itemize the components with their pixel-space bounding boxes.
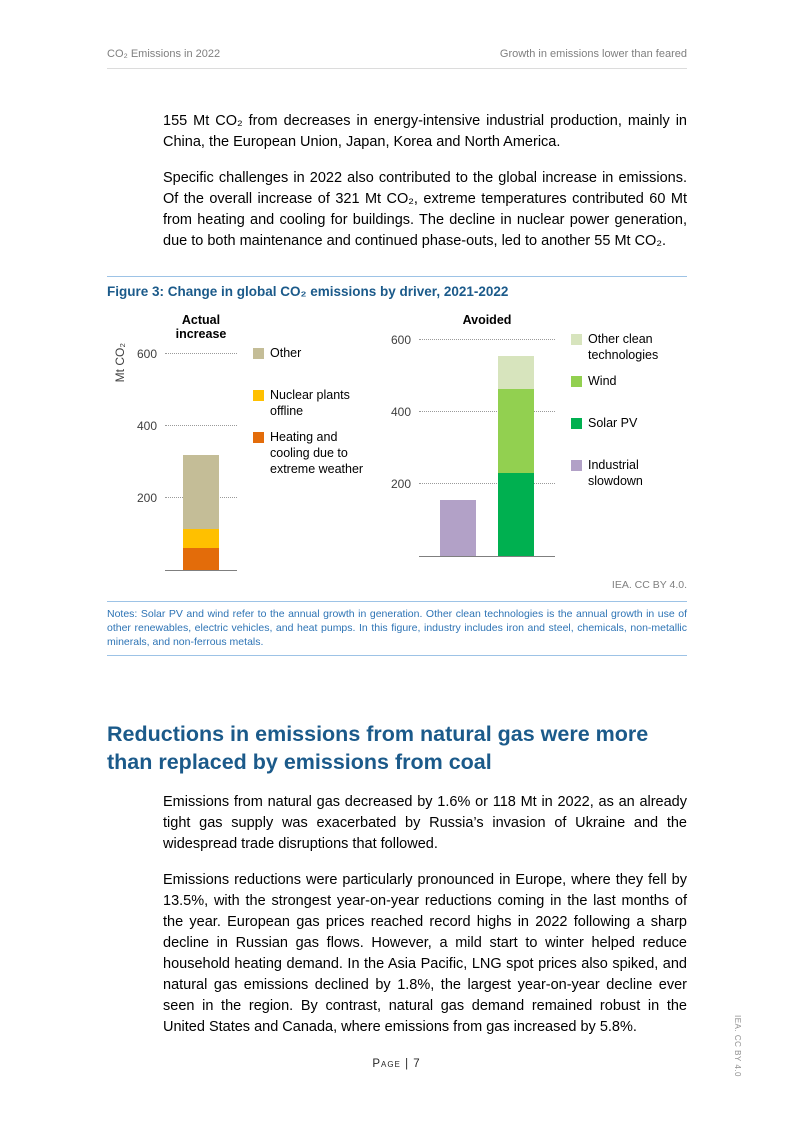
y-axis-ticks	[131, 347, 165, 570]
plot-area	[419, 333, 555, 557]
bar-segment-nuclear-plants-offline	[183, 529, 219, 549]
legend-item-heating-and-cooling-due-to-extreme-weather	[253, 429, 373, 477]
legend-item-solar-pv	[571, 415, 675, 457]
body-paragraph: Specific challenges in 2022 also contributed to the global increase in emissions. Of the overall increase of 321 Mt CO₂, extreme temperatures contributed 60 Mt from heating and cooling for buildings. The decline in nuclear power generation, due to both maintenance and continued phase-outs, led to another 55 Mt CO₂.	[163, 170, 687, 249]
page-header	[107, 48, 687, 60]
legend-swatch	[571, 376, 582, 387]
figure-notes-block	[107, 601, 687, 656]
bar-segment-other	[183, 455, 219, 529]
intro-text-block	[163, 111, 687, 252]
legend-label: Nuclear plants offline	[270, 388, 350, 418]
y-tick-label: 600	[136, 347, 157, 362]
legend-label: Industrial slowdown	[588, 458, 643, 488]
plot-area	[165, 347, 237, 571]
header-left-title: CO₂ Emissions in 2022	[107, 48, 221, 60]
legend-item-industrial-slowdown	[571, 457, 675, 499]
y-axis-ticks	[385, 333, 419, 556]
body-paragraph: Emissions reductions were particularly pronounced in Europe, where they fell by 13.5%, with the strongest year-on-year reductions coming in the last months of the year. European gas prices reached record highs in 2022 following a sharp decline in Russian gas flows. However, a mild start to winter helped reduce household heating demand. In the Asia Pacific, LNG spot prices also spiked, and natural gas emissions declined by 1.8%, the largest year-on-year decline ever seen in the region. By contrast, natural gas demand remained robust in the United States and Canada, where emissions from gas increased by 5.8%.	[163, 872, 687, 1035]
section-text-block	[163, 792, 687, 1038]
bars-group	[419, 333, 555, 556]
legend-swatch	[253, 432, 264, 443]
legend-swatch	[253, 390, 264, 401]
figure-notes: Notes: Solar PV and wind refer to the annual growth in generation. Other clean technologies is the annual growth in use of other renewables, electric vehicles, and heat pumps. In this figure, industry includes iron and steel, chemicals, non-metallic minerals, and non-ferrous metals.	[107, 608, 687, 648]
stacked-bar	[498, 356, 534, 556]
legend-swatch	[253, 348, 264, 359]
legend-label: Heating and cooling due to extreme weather	[270, 430, 364, 476]
bar-segment-other-clean-technologies	[498, 356, 534, 388]
stacked-bar	[440, 500, 476, 556]
bar-segment-solar-pv	[498, 473, 534, 556]
figure3	[107, 276, 687, 656]
figure-credit: IEA. CC BY 4.0.	[611, 579, 687, 591]
y-tick-label: 200	[136, 491, 157, 506]
bars-group	[165, 347, 237, 570]
page-footer	[0, 1058, 793, 1070]
legend-item-nuclear-plants-offline	[253, 387, 373, 429]
chart-panel-actual-increase	[131, 313, 373, 571]
figure3-chart	[113, 313, 687, 571]
legend-swatch	[571, 334, 582, 345]
chart-legend	[571, 331, 675, 499]
chart-panel-title: Actual increase	[175, 313, 227, 341]
bar-segment-industrial-slowdown	[440, 500, 476, 556]
license-side-label: IEA. CC BY 4.0	[733, 1015, 742, 1077]
y-axis-label: Mt CO₂	[113, 343, 127, 383]
legend-swatch	[571, 460, 582, 471]
section-heading: Reductions in emissions from natural gas were more than replaced by emissions from coal	[107, 722, 649, 774]
body-paragraph: 155 Mt CO₂ from decreases in energy-intensive industrial production, mainly in China, the European Union, Japan, Korea and North America.	[163, 113, 687, 150]
legend-item-other-clean-technologies	[571, 331, 675, 373]
body-paragraph: Emissions from natural gas decreased by 1.6% or 118 Mt in 2022, as an already tight gas supply was exacerbated by Russia’s invasion of Ukraine and the widespread trade disruptions that followed.	[163, 794, 687, 852]
legend-label: Other clean technologies	[588, 332, 659, 362]
chart-panel-avoided	[385, 313, 675, 571]
y-tick-label: 600	[390, 333, 411, 348]
chart-panels	[131, 313, 675, 571]
chart-panel-title: Avoided	[462, 313, 512, 327]
y-tick-label: 400	[390, 405, 411, 420]
bar-segment-heating-and-cooling-due-to-extreme-weather	[183, 548, 219, 570]
page-number: Page | 7	[372, 1058, 421, 1070]
legend-label: Other	[270, 346, 302, 360]
figure-title: Figure 3: Change in global CO₂ emissions by driver, 2021-2022	[107, 284, 509, 299]
y-tick-label: 400	[136, 419, 157, 434]
legend-item-wind	[571, 373, 675, 415]
chart-legend	[253, 345, 373, 477]
header-divider	[107, 68, 687, 69]
legend-swatch	[571, 418, 582, 429]
legend-item-other	[253, 345, 373, 387]
legend-label: Solar PV	[588, 416, 638, 430]
legend-label: Wind	[588, 374, 617, 388]
bar-segment-wind	[498, 389, 534, 474]
header-right-title: Growth in emissions lower than feared	[499, 48, 687, 60]
stacked-bar	[183, 455, 219, 570]
y-tick-label: 200	[390, 477, 411, 492]
